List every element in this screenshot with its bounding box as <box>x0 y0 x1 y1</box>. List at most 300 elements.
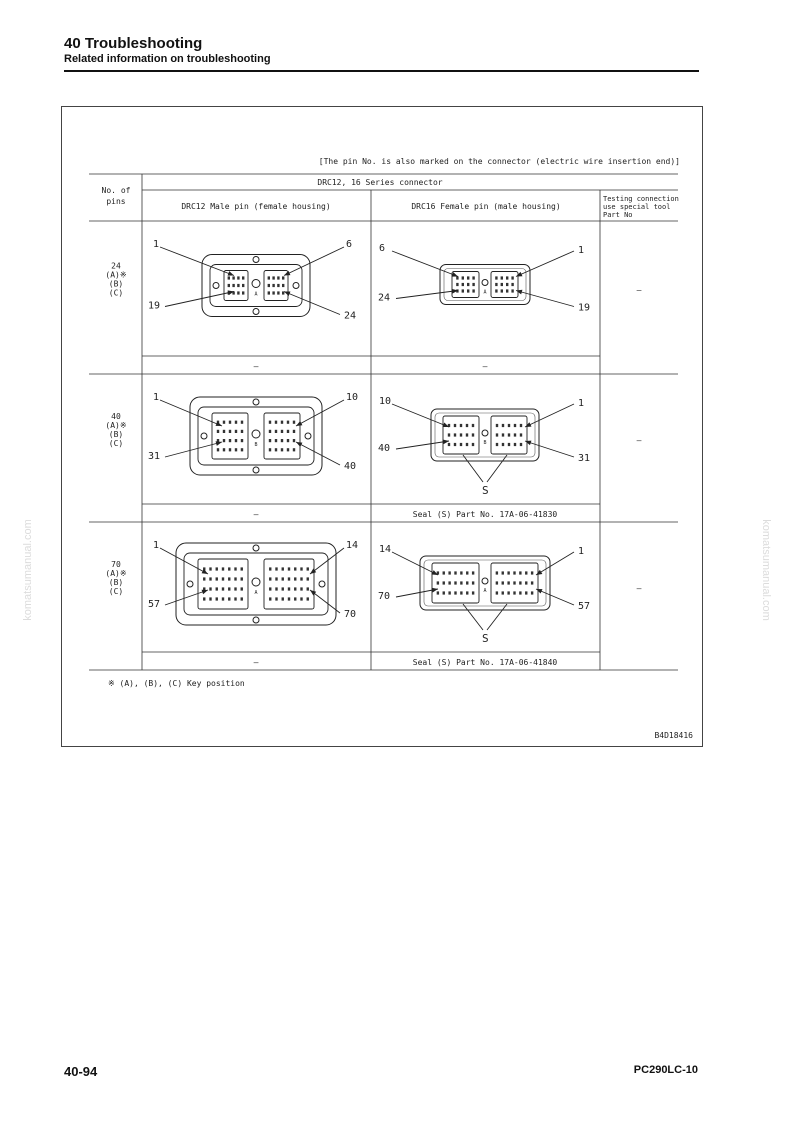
seal-arrow <box>487 604 507 630</box>
pin <box>237 276 239 279</box>
pin <box>531 591 533 594</box>
pin <box>460 433 462 436</box>
pin <box>217 448 219 451</box>
pin <box>293 439 295 442</box>
pin <box>277 276 279 279</box>
pin <box>281 439 283 442</box>
pin <box>531 581 533 584</box>
pin <box>496 443 498 446</box>
pin <box>467 276 469 279</box>
pin-count-2: (B) <box>108 279 124 289</box>
pin-arrow <box>396 441 449 449</box>
pin <box>288 597 290 600</box>
pin <box>293 421 295 424</box>
col-tool-line3: Part No <box>603 211 633 219</box>
mount-hole <box>253 399 259 405</box>
pin <box>294 587 296 590</box>
female-pin-block-right <box>491 272 518 298</box>
pin <box>222 587 224 590</box>
pin <box>222 597 224 600</box>
pin <box>216 597 218 600</box>
pin <box>203 597 205 600</box>
pin-arrow <box>284 292 340 315</box>
pin <box>519 581 521 584</box>
pin <box>511 289 513 292</box>
pin <box>496 581 498 584</box>
mount-hole <box>253 309 259 315</box>
pin <box>520 424 522 427</box>
pin-count-3: (C) <box>108 288 124 298</box>
pin <box>277 291 279 294</box>
male-flange <box>202 255 310 317</box>
pin <box>506 283 508 286</box>
male-pin-block-right <box>264 559 314 609</box>
pin <box>209 577 211 580</box>
pin <box>275 421 277 424</box>
pin-count-0: 70 <box>111 560 121 569</box>
watermark-right: komatsumanual.com <box>760 519 772 621</box>
key-letter: B <box>483 440 487 446</box>
pin <box>448 591 450 594</box>
female-part-no: Seal (S) Part No. 17A-06-41830 <box>412 510 558 519</box>
pin <box>502 433 504 436</box>
pin-label: 40 <box>344 461 357 472</box>
pin-arrow <box>396 291 458 299</box>
pin <box>300 567 302 570</box>
pin <box>448 581 450 584</box>
mount-hole <box>293 283 299 289</box>
pin <box>282 284 284 287</box>
page-header-title: 40 Troubleshooting <box>64 35 203 52</box>
pin-arrow <box>392 404 449 427</box>
key-letter: B <box>254 442 258 448</box>
pin <box>268 291 270 294</box>
seal-label: S <box>482 484 489 497</box>
pin <box>520 443 522 446</box>
pin <box>502 571 504 574</box>
pin <box>502 443 504 446</box>
watermark-left: komatsumanual.com <box>22 519 34 621</box>
pin <box>282 276 284 279</box>
pin <box>448 443 450 446</box>
col-tool-line1: Testing connection <box>603 195 679 203</box>
key-letter: A <box>483 289 487 296</box>
pin-label: 10 <box>346 392 359 403</box>
pin <box>209 567 211 570</box>
pin <box>520 433 522 436</box>
pin <box>525 571 527 574</box>
pin <box>269 439 271 442</box>
pin <box>466 424 468 427</box>
pin <box>222 577 224 580</box>
pin <box>472 591 474 594</box>
pin <box>513 581 515 584</box>
pin <box>508 443 510 446</box>
pin <box>269 421 271 424</box>
pin <box>277 284 279 287</box>
pin <box>223 421 225 424</box>
pin <box>242 276 244 279</box>
pin <box>209 587 211 590</box>
pin <box>232 276 234 279</box>
pin <box>462 276 464 279</box>
pin <box>466 571 468 574</box>
pin <box>287 430 289 433</box>
pin <box>467 289 469 292</box>
pin-arrow <box>525 441 574 457</box>
pin <box>472 276 474 279</box>
pin <box>234 577 236 580</box>
pin-arrow <box>392 251 458 277</box>
pin <box>454 571 456 574</box>
figure-code: B4D18416 <box>654 731 693 740</box>
col-female-header: DRC16 Female pin (male housing) <box>411 202 561 211</box>
pin <box>288 577 290 580</box>
pin <box>454 581 456 584</box>
pin <box>507 591 509 594</box>
mount-hole <box>319 581 325 587</box>
pin <box>466 581 468 584</box>
seal-arrow <box>463 455 483 482</box>
pin <box>454 591 456 594</box>
pin <box>223 430 225 433</box>
pin <box>288 587 290 590</box>
pin <box>496 433 498 436</box>
pin-label: 1 <box>153 540 160 551</box>
pin <box>460 571 462 574</box>
pin <box>222 567 224 570</box>
pin <box>241 448 243 451</box>
pin-count-0: 40 <box>111 412 121 421</box>
pin-count-1: (A)※ <box>105 569 127 578</box>
pin-label: 57 <box>578 601 591 612</box>
pin <box>300 597 302 600</box>
pin-label: 31 <box>578 453 591 464</box>
pin <box>513 591 515 594</box>
pin-arrow <box>525 404 574 427</box>
key-position-footnote: ※ (A), (B), (C) Key position <box>108 679 245 688</box>
pin <box>229 421 231 424</box>
pin <box>502 581 504 584</box>
pin <box>275 567 277 570</box>
pin-label: 14 <box>346 540 359 551</box>
pin-label: 24 <box>378 292 391 304</box>
pin-arrow <box>284 247 344 276</box>
pin <box>275 597 277 600</box>
mount-hole <box>201 433 207 439</box>
pin <box>466 433 468 436</box>
pin <box>443 571 445 574</box>
male-part-no: – <box>253 362 259 371</box>
pin <box>294 577 296 580</box>
male-flange <box>190 397 322 475</box>
seal-label: S <box>482 632 489 645</box>
pin-count-0: 24 <box>111 261 121 271</box>
male-pin-block-left <box>212 413 248 459</box>
tool-part-no: – <box>636 285 642 295</box>
pin <box>282 587 284 590</box>
pin <box>307 567 309 570</box>
col-pins-line1: No. of <box>101 186 131 195</box>
mount-hole <box>253 545 259 551</box>
series-header: DRC12, 16 Series connector <box>317 178 443 187</box>
pin-arrow <box>160 247 234 276</box>
pin <box>502 591 504 594</box>
female-part-no: – <box>482 362 488 371</box>
pin <box>275 448 277 451</box>
center-bolt <box>482 280 488 286</box>
female-part-no: Seal (S) Part No. 17A-06-41840 <box>412 658 558 667</box>
page-header-subtitle: Related information on troubleshooting <box>64 53 271 65</box>
model-name: PC290LC-10 <box>633 1064 698 1076</box>
pin-label: 19 <box>578 302 591 314</box>
pin-label: 6 <box>379 243 386 254</box>
mount-hole <box>253 617 259 623</box>
pin <box>472 283 474 286</box>
pin <box>472 581 474 584</box>
pin <box>242 284 244 287</box>
pin <box>495 283 497 286</box>
pin <box>506 276 508 279</box>
pin <box>275 430 277 433</box>
pin <box>269 597 271 600</box>
pin <box>281 421 283 424</box>
pin <box>209 597 211 600</box>
pin <box>519 571 521 574</box>
pin <box>282 567 284 570</box>
pin <box>235 430 237 433</box>
pin <box>501 283 503 286</box>
pin-label: 70 <box>344 609 357 620</box>
pin-marking-note: [The pin No. is also marked on the connector (electric wire insertion end)] <box>318 157 680 166</box>
connector-rows <box>105 239 641 667</box>
pin <box>456 283 458 286</box>
pin <box>232 284 234 287</box>
pin <box>460 424 462 427</box>
center-bolt <box>252 280 260 288</box>
key-letter: A <box>254 291 258 298</box>
tool-part-no: – <box>636 436 642 445</box>
center-bolt <box>252 430 260 438</box>
pin <box>293 430 295 433</box>
pin <box>496 591 498 594</box>
pin-count-3: (C) <box>108 587 124 596</box>
pin <box>272 291 274 294</box>
center-bolt <box>482 578 488 584</box>
pin <box>203 577 205 580</box>
pin <box>216 577 218 580</box>
pin <box>448 433 450 436</box>
pin <box>241 577 243 580</box>
pin <box>223 439 225 442</box>
pin <box>514 424 516 427</box>
pin <box>307 587 309 590</box>
center-bolt <box>252 578 260 586</box>
pin <box>228 284 230 287</box>
pin <box>216 567 218 570</box>
pin <box>472 433 474 436</box>
pin <box>466 443 468 446</box>
pin-label: 6 <box>346 239 353 250</box>
key-letter: A <box>254 590 258 596</box>
pin <box>508 433 510 436</box>
pin <box>216 587 218 590</box>
pin-arrow <box>536 552 574 575</box>
male-pin-block-right <box>264 413 300 459</box>
pin <box>506 289 508 292</box>
pin <box>495 289 497 292</box>
pin <box>507 581 509 584</box>
pin <box>495 276 497 279</box>
pin <box>241 421 243 424</box>
pin-arrow <box>392 552 438 575</box>
pin <box>294 567 296 570</box>
key-letter: A <box>483 588 487 594</box>
pin-arrow <box>516 251 574 277</box>
pin <box>269 567 271 570</box>
pin <box>234 587 236 590</box>
col-tool-line2: use special tool <box>603 203 671 211</box>
pin <box>293 448 295 451</box>
pin <box>272 284 274 287</box>
pin <box>525 591 527 594</box>
pin <box>511 276 513 279</box>
mount-hole <box>213 283 219 289</box>
pin <box>460 591 462 594</box>
pin <box>501 276 503 279</box>
pin-label: 1 <box>153 392 160 403</box>
pin-label: 70 <box>378 591 391 602</box>
pin <box>462 289 464 292</box>
pin <box>507 571 509 574</box>
pin <box>268 284 270 287</box>
pin-count-1: (A)※ <box>105 421 127 430</box>
pin <box>472 443 474 446</box>
pin <box>242 291 244 294</box>
pin-count-2: (B) <box>108 578 124 587</box>
pin <box>531 571 533 574</box>
pin <box>229 439 231 442</box>
pin <box>229 448 231 451</box>
pin-label: 1 <box>578 245 585 256</box>
pin <box>519 591 521 594</box>
pin <box>460 443 462 446</box>
pin <box>472 571 474 574</box>
male-part-no: – <box>253 658 259 667</box>
pin <box>307 597 309 600</box>
pin <box>269 448 271 451</box>
pin <box>448 571 450 574</box>
pin <box>287 439 289 442</box>
pin <box>234 597 236 600</box>
pin <box>294 597 296 600</box>
pin-label: 40 <box>378 443 391 454</box>
pin-count-3: (C) <box>108 439 124 448</box>
pin <box>467 283 469 286</box>
pin <box>307 577 309 580</box>
pin <box>508 424 510 427</box>
pin-arrow <box>310 548 344 574</box>
mount-hole <box>305 433 311 439</box>
pin <box>443 591 445 594</box>
pin-arrow <box>296 442 340 465</box>
pin <box>237 291 239 294</box>
pin <box>282 577 284 580</box>
pin <box>287 448 289 451</box>
pin <box>511 283 513 286</box>
pin <box>437 591 439 594</box>
pin <box>502 424 504 427</box>
pin-count-2: (B) <box>108 430 124 439</box>
pin <box>272 276 274 279</box>
mount-hole <box>187 581 193 587</box>
mount-hole <box>253 467 259 473</box>
pin <box>237 284 239 287</box>
tool-part-no: – <box>636 584 642 593</box>
pin <box>241 567 243 570</box>
pin-label: 19 <box>148 300 161 312</box>
pin <box>282 597 284 600</box>
seal-arrow <box>463 604 483 630</box>
pin <box>228 567 230 570</box>
pin <box>288 567 290 570</box>
pin <box>513 571 515 574</box>
pin <box>235 439 237 442</box>
pin <box>472 424 474 427</box>
pin <box>235 448 237 451</box>
male-pin-block-left <box>198 559 248 609</box>
pin <box>223 448 225 451</box>
pin <box>269 577 271 580</box>
pin <box>275 577 277 580</box>
pin <box>460 581 462 584</box>
pin-label: 14 <box>379 544 392 555</box>
pin-label: 10 <box>379 396 392 407</box>
pin <box>281 430 283 433</box>
page-number: 40-94 <box>64 1064 98 1079</box>
pin <box>228 577 230 580</box>
pin <box>241 587 243 590</box>
pin <box>217 430 219 433</box>
pin <box>234 567 236 570</box>
pin <box>525 581 527 584</box>
pin <box>472 289 474 292</box>
male-part-no: – <box>253 510 259 519</box>
pin <box>241 597 243 600</box>
col-pins-line2: pins <box>106 197 126 206</box>
pin <box>454 424 456 427</box>
pin <box>300 577 302 580</box>
pin <box>462 283 464 286</box>
pin <box>300 587 302 590</box>
pin <box>281 448 283 451</box>
seal-arrow <box>487 455 507 482</box>
pin <box>496 424 498 427</box>
pin <box>443 581 445 584</box>
pin <box>466 591 468 594</box>
col-male-header: DRC12 Male pin (female housing) <box>181 202 331 211</box>
pin-arrow <box>296 400 344 426</box>
pin <box>228 597 230 600</box>
pin <box>241 430 243 433</box>
mount-hole <box>253 257 259 263</box>
pin <box>268 276 270 279</box>
pin <box>287 421 289 424</box>
pin <box>454 433 456 436</box>
pin-label: 1 <box>578 398 585 409</box>
pin <box>228 276 230 279</box>
pin <box>229 430 231 433</box>
